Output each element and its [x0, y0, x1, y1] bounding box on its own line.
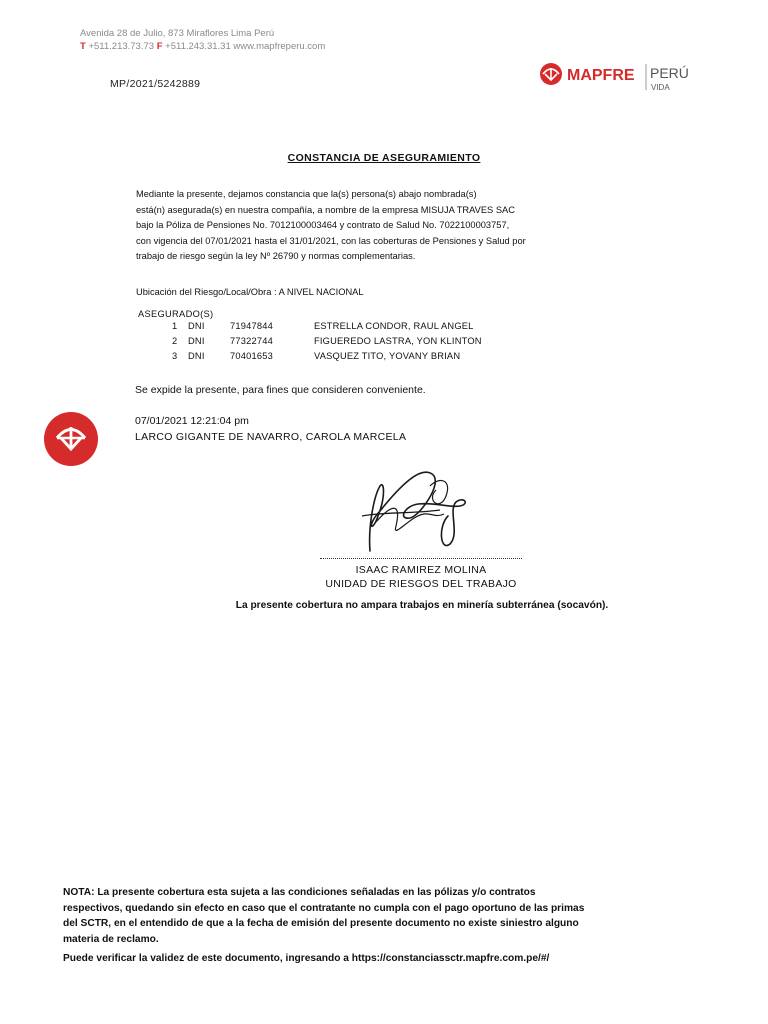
coverage-exclusion-note: La presente cobertura no ampara trabajos en minería subterránea (socavón).	[235, 600, 609, 611]
closing-statement: Se expide la presente, para fines que consideren conveniente.	[135, 384, 426, 396]
note-line: materia de reclamo.	[63, 933, 159, 945]
phone-prefix: T	[80, 41, 86, 52]
body-line: trabajo de riesgo según la ley Nº 26790 y normas complementarias.	[136, 251, 416, 261]
insured-name: FIGUEREDO LASTRA, YON KLINTON	[314, 336, 482, 346]
logo-country-text: PERÚ	[650, 65, 689, 81]
logo-brand-text: MAPFRE	[567, 67, 635, 84]
note-line: del SCTR, en el entendido de que a la fecha de emisión del presente documento no existe siniestro alguno	[63, 918, 579, 929]
insured-doc-type: DNI	[188, 336, 205, 346]
risk-location: Ubicación del Riesgo/Local/Obra : A NIVEL NACIONAL	[136, 287, 364, 297]
mapfre-emblem-icon	[43, 411, 99, 467]
document-title: CONSTANCIA DE ASEGURAMIENTO	[287, 152, 481, 164]
body-line: Mediante la presente, dejamos constancia que la(s) persona(s) abajo nombrada(s)	[136, 189, 477, 199]
issuing-agent: LARCO GIGANTE DE NAVARRO, CAROLA MARCELA	[135, 431, 407, 443]
handwritten-signature	[340, 456, 480, 561]
insured-doc-number: 77322744	[230, 336, 273, 346]
legal-note	[63, 885, 729, 947]
verification-note: Puede verificar la validez de este documento, ingresando a https://constanciassctr.mapfre.com.pe/#/	[63, 953, 550, 964]
insured-name: ESTRELLA CONDOR, RAUL ANGEL	[314, 321, 474, 331]
phone-number: +511.213.73.73	[88, 41, 155, 52]
company-address-block	[80, 27, 325, 53]
note-line	[63, 885, 729, 901]
note-text: La presente cobertura esta sujeta a las condiciones señaladas en las pólizas y/o contratos	[94, 887, 536, 898]
logo-division-text: VIDA	[651, 83, 670, 92]
note-line: respectivos, quedando sin efecto en caso que el contratante no cumpla con el pago oportuno de las primas	[63, 902, 585, 914]
certificate-body	[136, 187, 648, 265]
body-line: bajo la Póliza de Pensiones No. 7012100003464 y contrato de Salud No. 7022100003757,	[136, 220, 510, 230]
address-line: Avenida 28 de Julio, 873 Miraflores Lima Perú	[80, 28, 275, 39]
document-reference: MP/2021/5242889	[110, 78, 201, 90]
body-line: está(n) asegurada(s) en nuestra compañía, a nombre de la empresa MISUJA TRAVES SAC	[136, 204, 515, 215]
insured-number: 2	[172, 336, 178, 346]
signature-line	[320, 558, 522, 559]
insured-number: 3	[172, 351, 178, 361]
insured-header: ASEGURADO(S)	[138, 309, 214, 319]
issue-datetime: 07/01/2021 12:21:04 pm	[135, 415, 249, 427]
signer-name: ISAAC RAMIREZ MOLINA	[355, 564, 487, 576]
insured-number: 1	[172, 321, 178, 331]
note-label: NOTA:	[63, 887, 95, 898]
insured-doc-type: DNI	[188, 321, 205, 331]
fax-and-website: +511.243.31.31 www.mapfreperu.com	[165, 41, 326, 52]
insured-name: VASQUEZ TITO, YOVANY BRIAN	[314, 351, 461, 361]
contact-line	[80, 40, 325, 53]
signer-unit: UNIDAD DE RIESGOS DEL TRABAJO	[325, 578, 517, 590]
insured-doc-type: DNI	[188, 351, 205, 361]
insured-doc-number: 70401653	[230, 351, 273, 361]
mapfre-peru-vida-logo	[538, 60, 698, 94]
fax-prefix: F	[156, 41, 163, 52]
body-line: con vigencia del 07/01/2021 hasta el 31/01/2021, con las coberturas de Pensiones y Salud por	[136, 235, 526, 246]
insured-doc-number: 71947844	[230, 321, 273, 331]
